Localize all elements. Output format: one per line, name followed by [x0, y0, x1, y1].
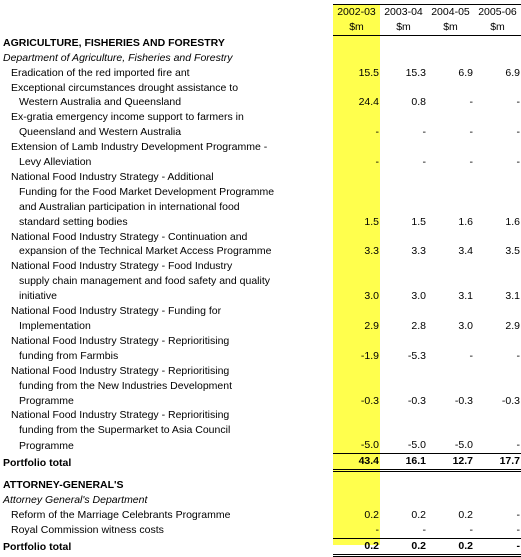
unit-header: $m — [333, 20, 380, 35]
portfolio-total-row — [0, 454, 521, 471]
measure-label: National Food Industry Strategy - Reprioritising — [11, 409, 230, 422]
empty-cell — [427, 230, 474, 245]
measure-value: -0.3 — [454, 394, 473, 407]
empty-cell — [474, 51, 521, 66]
empty-cell — [474, 170, 521, 185]
measure-row — [0, 379, 521, 394]
measure-label: funding from Farmbis — [19, 349, 119, 362]
empty-cell — [333, 185, 380, 200]
portfolio-total-value: 43.4 — [333, 454, 380, 471]
empty-cell — [380, 304, 427, 319]
measure-label: Royal Commission witness costs — [11, 524, 164, 537]
measure-row — [0, 334, 521, 349]
measure-row — [0, 155, 521, 170]
year-header: 2002-03 — [333, 5, 380, 20]
measure-label: Programme — [19, 439, 74, 452]
measure-row — [0, 289, 521, 304]
portfolio-total-value: 17.7 — [474, 454, 521, 471]
measure-value: 3.4 — [458, 245, 473, 258]
empty-cell — [427, 110, 474, 125]
measure-value: -5.0 — [360, 439, 379, 452]
measure-value: 15.3 — [405, 66, 426, 79]
empty-cell — [427, 493, 474, 508]
empty-cell — [427, 35, 474, 50]
empty-cell — [474, 230, 521, 245]
empty-cell — [427, 81, 474, 96]
portfolio-total-value: 0.2 — [380, 538, 427, 555]
measure-label: Western Australia and Queensland — [19, 96, 182, 109]
empty-cell — [380, 274, 427, 289]
year-header-row — [0, 5, 521, 20]
measure-value: - — [516, 156, 520, 169]
portfolio-total-value: 16.1 — [380, 454, 427, 471]
empty-cell — [380, 364, 427, 379]
empty-cell — [380, 334, 427, 349]
empty-cell — [333, 140, 380, 155]
empty-cell — [333, 51, 380, 66]
empty-cell — [474, 408, 521, 423]
measure-value: 3.1 — [458, 290, 473, 303]
year-header: 2003-04 — [380, 5, 427, 20]
empty-cell — [333, 408, 380, 423]
department-row — [0, 493, 521, 508]
measure-label: standard setting bodies — [19, 215, 128, 228]
measure-value: - — [422, 523, 426, 536]
empty-cell — [427, 259, 474, 274]
empty-cell — [333, 304, 380, 319]
empty-cell — [427, 478, 474, 493]
measure-label: Reform of the Marriage Celebrants Programme — [11, 508, 231, 521]
department-row — [0, 51, 521, 66]
empty-cell — [333, 110, 380, 125]
measure-row — [0, 230, 521, 245]
empty-cell — [427, 200, 474, 215]
measure-value: 1.6 — [458, 215, 473, 228]
empty-cell — [427, 140, 474, 155]
empty-cell — [474, 185, 521, 200]
measure-label: Funding for the Food Market Development Programme — [19, 185, 275, 198]
empty-cell — [380, 170, 427, 185]
portfolio-heading: AGRICULTURE, FISHERIES AND FORESTRY — [3, 36, 225, 49]
measure-label: Extension of Lamb Industry Development Programme - — [11, 141, 268, 154]
measure-label: Programme — [19, 394, 74, 407]
measure-row — [0, 185, 521, 200]
empty-cell — [380, 478, 427, 493]
measure-row — [0, 140, 521, 155]
measure-value: 1.5 — [411, 215, 426, 228]
year-header: 2004-05 — [427, 5, 474, 20]
empty-cell — [333, 364, 380, 379]
measure-row — [0, 215, 521, 230]
unit-header: $m — [427, 20, 474, 35]
department-name: Attorney General's Department — [3, 493, 148, 506]
portfolio-heading: ATTORNEY-GENERAL'S — [3, 479, 124, 492]
measure-row — [0, 349, 521, 364]
measure-value: 15.5 — [358, 66, 379, 79]
portfolio-total-label: Portfolio total — [3, 541, 72, 554]
empty-cell — [474, 200, 521, 215]
empty-cell — [333, 35, 380, 50]
empty-cell — [380, 81, 427, 96]
measure-value: - — [469, 96, 473, 109]
measure-row — [0, 304, 521, 319]
measure-row — [0, 438, 521, 453]
measure-row — [0, 244, 521, 259]
measure-row — [0, 364, 521, 379]
measure-value: - — [469, 156, 473, 169]
measure-value: 2.9 — [505, 320, 520, 333]
empty-cell — [380, 110, 427, 125]
measure-value: - — [375, 126, 379, 139]
empty-cell — [333, 259, 380, 274]
empty-cell — [474, 140, 521, 155]
measure-value: 6.9 — [458, 66, 473, 79]
measure-value: - — [516, 439, 520, 452]
empty-cell — [380, 423, 427, 438]
measure-value: - — [469, 126, 473, 139]
measure-row — [0, 95, 521, 110]
measure-label: Levy Alleviation — [19, 156, 92, 169]
measure-label: supply chain management and food safety and quality — [19, 275, 271, 288]
measure-value: 3.1 — [505, 290, 520, 303]
empty-cell — [333, 379, 380, 394]
department-name: Department of Agriculture, Fisheries and Forestry — [3, 51, 233, 64]
measure-row — [0, 81, 521, 96]
measure-value: -5.0 — [407, 439, 426, 452]
measure-value: - — [422, 126, 426, 139]
empty-cell — [427, 185, 474, 200]
empty-cell — [380, 408, 427, 423]
measure-row — [0, 125, 521, 140]
empty-cell — [474, 364, 521, 379]
measure-row — [0, 508, 521, 523]
measure-row — [0, 66, 521, 81]
empty-cell — [474, 493, 521, 508]
measure-value: 3.3 — [411, 245, 426, 258]
empty-cell — [380, 140, 427, 155]
empty-cell — [474, 35, 521, 50]
empty-cell — [333, 493, 380, 508]
unit-header: $m — [474, 20, 521, 35]
measure-value: -0.3 — [407, 394, 426, 407]
measure-value: 2.8 — [411, 320, 426, 333]
empty-cell — [380, 230, 427, 245]
empty-cell — [380, 493, 427, 508]
measure-value: - — [516, 508, 520, 521]
empty-cell — [380, 185, 427, 200]
portfolio-total-value: 0.2 — [427, 538, 474, 555]
measure-value: - — [469, 523, 473, 536]
empty-cell — [474, 274, 521, 289]
measure-label: Exceptional circumstances drought assistance to — [11, 81, 239, 94]
measure-label: Implementation — [19, 320, 91, 333]
measure-value: - — [469, 349, 473, 362]
empty-cell — [380, 51, 427, 66]
measure-value: 3.5 — [505, 245, 520, 258]
empty-cell — [474, 423, 521, 438]
empty-cell — [333, 334, 380, 349]
empty-cell — [427, 423, 474, 438]
empty-cell — [333, 423, 380, 438]
measure-label: Eradication of the red imported fire ant — [11, 66, 190, 79]
measure-label: expansion of the Technical Market Access Programme — [19, 245, 272, 258]
measure-value: -5.3 — [407, 349, 426, 362]
measure-row — [0, 523, 521, 538]
portfolio-total-row — [0, 538, 521, 555]
measure-value: - — [422, 156, 426, 169]
empty-cell — [427, 304, 474, 319]
measure-value: - — [375, 156, 379, 169]
measure-value: 3.0 — [364, 290, 379, 303]
spacer-row — [0, 471, 521, 479]
empty-cell — [333, 274, 380, 289]
measure-value: 6.9 — [505, 66, 520, 79]
table-body — [0, 5, 521, 556]
measure-row — [0, 423, 521, 438]
empty-cell — [427, 51, 474, 66]
measure-row — [0, 394, 521, 409]
measure-value: 0.8 — [411, 96, 426, 109]
measure-row — [0, 408, 521, 423]
empty-cell — [333, 230, 380, 245]
portfolio-total-value: - — [474, 538, 521, 555]
measure-label: National Food Industry Strategy - Continuation and — [11, 230, 248, 243]
measure-label: National Food Industry Strategy - Reprioritising — [11, 334, 230, 347]
empty-cell — [427, 334, 474, 349]
measure-label: National Food Industry Strategy - Reprioritising — [11, 364, 230, 377]
empty-cell — [333, 81, 380, 96]
empty-cell — [474, 304, 521, 319]
empty-cell — [380, 200, 427, 215]
measure-value: 2.9 — [364, 320, 379, 333]
measure-row — [0, 170, 521, 185]
measure-label: National Food Industry Strategy - Funding for — [11, 305, 222, 318]
empty-cell — [474, 334, 521, 349]
empty-cell — [333, 478, 380, 493]
measure-value: 24.4 — [358, 96, 379, 109]
measure-label: funding from the New Industries Development — [19, 379, 233, 392]
measure-value: -1.9 — [360, 349, 379, 362]
section-heading-row — [0, 35, 521, 50]
measure-value: 0.2 — [458, 508, 473, 521]
empty-cell — [474, 110, 521, 125]
unit-header: $m — [380, 20, 427, 35]
measure-label: National Food Industry Strategy - Food Industry — [11, 260, 233, 273]
section-heading-row — [0, 478, 521, 493]
portfolio-total-value: 0.2 — [333, 538, 380, 555]
unit-header-row — [0, 20, 521, 35]
empty-cell — [333, 200, 380, 215]
empty-cell — [474, 478, 521, 493]
portfolio-total-label: Portfolio total — [3, 456, 72, 469]
measure-row — [0, 259, 521, 274]
measure-value: 1.6 — [505, 215, 520, 228]
empty-cell — [474, 379, 521, 394]
empty-cell — [333, 170, 380, 185]
empty-cell — [474, 81, 521, 96]
empty-cell — [427, 379, 474, 394]
measure-value: - — [375, 523, 379, 536]
measure-value: - — [516, 349, 520, 362]
portfolio-total-value: 12.7 — [427, 454, 474, 471]
measure-value: 1.5 — [364, 215, 379, 228]
measure-value: 3.3 — [364, 245, 379, 258]
measure-label: and Australian participation in international food — [19, 200, 240, 213]
measure-label: funding from the Supermarket to Asia Council — [19, 424, 231, 437]
measure-value: -0.3 — [501, 394, 520, 407]
measure-value: - — [516, 126, 520, 139]
measure-value: - — [516, 96, 520, 109]
empty-cell — [380, 259, 427, 274]
measure-value: 0.2 — [364, 508, 379, 521]
empty-cell — [427, 170, 474, 185]
measure-row — [0, 274, 521, 289]
empty-cell — [380, 35, 427, 50]
measure-row — [0, 110, 521, 125]
measure-value: -0.3 — [360, 394, 379, 407]
measure-label: Queensland and Western Australia — [19, 126, 182, 139]
measure-value: - — [516, 523, 520, 536]
expense-measures-table — [0, 4, 521, 557]
year-header: 2005-06 — [474, 5, 521, 20]
measure-label: Ex-gratia emergency income support to farmers in — [11, 111, 244, 124]
measure-row — [0, 200, 521, 215]
measure-label: initiative — [19, 290, 57, 303]
empty-cell — [427, 364, 474, 379]
empty-cell — [474, 259, 521, 274]
empty-cell — [427, 274, 474, 289]
empty-cell — [380, 379, 427, 394]
measure-value: 0.2 — [411, 508, 426, 521]
measure-value: 3.0 — [458, 320, 473, 333]
measure-value: 3.0 — [411, 290, 426, 303]
measure-label: National Food Industry Strategy - Additional — [11, 170, 214, 183]
empty-cell — [427, 408, 474, 423]
measure-row — [0, 319, 521, 334]
measure-value: -5.0 — [454, 439, 473, 452]
